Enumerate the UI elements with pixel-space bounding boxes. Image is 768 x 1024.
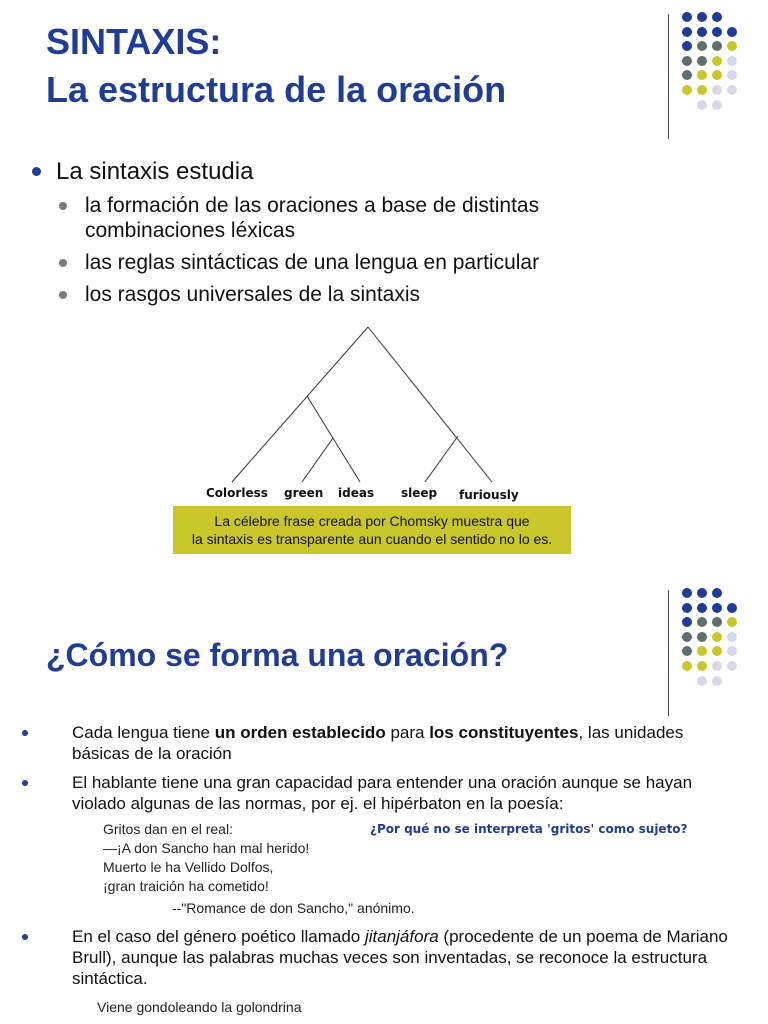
slide2-bullet-2 [72,772,742,814]
decor-dot [697,676,707,686]
decor-dot [697,603,707,613]
bullet1-bold-constituents: los constituyentes [429,723,579,742]
tree-word-sleep: sleep [401,486,438,500]
bullet1-post: , las unidades básicas de la oración [72,723,684,763]
bullet-main-text: La sintaxis estudia [56,158,254,185]
decor-dot [712,661,722,671]
tree-branch [307,396,360,482]
tree-branch [368,327,492,482]
caption-line-1: La célebre frase creada por Chomsky muestra que [214,513,530,529]
sub-bullet-1-text: la formación de las oraciones a base de distintas combinaciones léxicas [85,194,540,242]
poem-source: --"Romance de don Sancho," anónimo. [172,900,415,916]
decor-dot [682,661,692,671]
decor-dot [712,676,722,686]
decor-dot [712,603,722,613]
slide2-divider-line [668,590,669,716]
bullet2-text: El hablante tiene una gran capacidad para entender una oración aunque se hayan violado algunas de las normas, por ej. el hipérbaton en la poesía: [72,773,693,813]
tree-word-ideas: ideas [338,486,375,500]
decor-dot [697,632,707,642]
slide1-title-line2: La estructura de la oración [46,69,507,110]
decor-dot [727,603,737,613]
slide2-bullet-1 [72,722,742,764]
caption-line-2: la sintaxis es transparente aun cuando el sentido no lo es. [191,531,553,547]
decor-dot [727,661,737,671]
tree-branch [425,436,458,482]
tree-word-colorless: Colorless [206,486,268,500]
bullet-dot [22,934,28,940]
slide1-title-line1: SINTAXIS: [46,21,222,62]
tree-word-furiously: furiously [459,488,519,502]
poem-line-2: —¡A don Sancho han mal herido! [103,840,310,856]
poem-romance [103,820,309,896]
caption-box [173,506,571,554]
decor-dot [682,603,692,613]
decor-dot [682,632,692,642]
sub-bullet-3-text: los rasgos universales de la sintaxis [85,283,420,306]
decor-dot [712,632,722,642]
tree-branch [232,327,368,482]
poem-line-1: Gritos dan en el real: [103,821,233,837]
slide2-bullet-3 [72,926,742,989]
tree-branch [302,438,333,482]
question-note: ¿Por qué no se interpreta 'gritos' como sujeto? [370,822,688,836]
decor-dot [682,588,692,598]
sub-bullet-2-text: las reglas sintácticas de una lengua en particular [85,251,540,274]
decor-dot [697,588,707,598]
bullet3-italic-jitanjafora: jitanjáfora [364,927,439,946]
decor-dot [712,588,722,598]
bullet1-pre: Cada lengua tiene [72,723,215,742]
bullet1-mid: para [385,723,430,742]
poem-line-3: Muerto le ha Vellido Dolfos, [103,859,274,875]
bullet-dot [22,780,28,786]
poem-line-4: ¡gran traición ha cometido! [103,878,269,894]
bullet3-pre: En el caso del género poético llamado [72,927,365,946]
bullet-dot [22,730,28,736]
bullet3-post: (procedente de un poema de Mariano Brull), aunque las palabras muchas veces son inventadas, se reconoce la estructura sintáctica. [72,927,728,988]
decor-dot [697,661,707,671]
tree-word-green: green [284,486,324,500]
slide2-title: ¿Cómo se forma una oración? [46,637,509,673]
poem-jitanjafora-line: Viene gondoleando la golondrina [97,999,302,1015]
decor-dot [727,632,737,642]
bullet1-bold-order: un orden establecido [214,723,386,742]
